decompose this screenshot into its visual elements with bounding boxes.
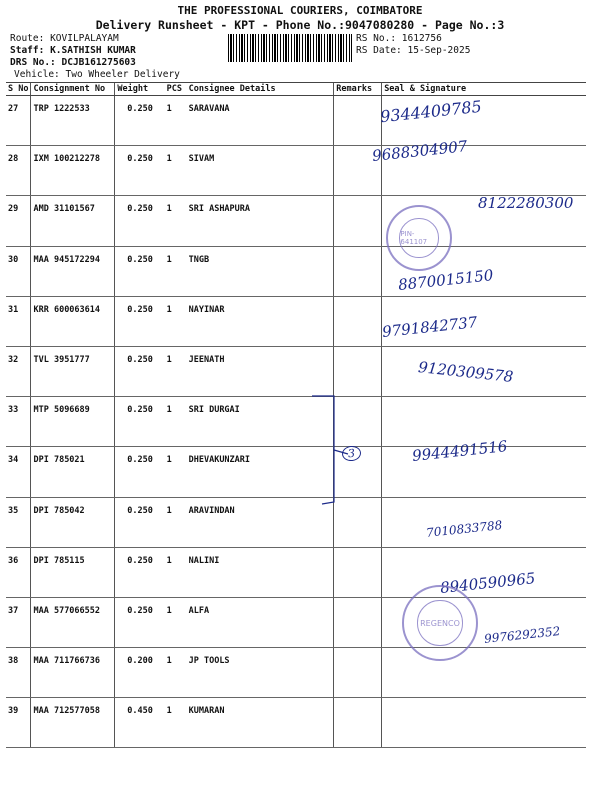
cell-sno: 29 xyxy=(6,196,31,246)
cell-pcs: 1 xyxy=(165,547,187,597)
cell-consignment: MTP 5096689 xyxy=(31,397,115,447)
table-row xyxy=(6,96,586,146)
cell-weight: 0.250 xyxy=(115,447,165,497)
cell-consignment: DPI 785021 xyxy=(31,447,115,497)
cell-remarks xyxy=(334,246,382,296)
col-sno: S No xyxy=(6,83,31,96)
cell-pcs: 1 xyxy=(165,296,187,346)
cell-consignee: SIVAM xyxy=(187,146,334,196)
signature-37: 7010833788 xyxy=(425,518,503,540)
cell-consignment: MAA 711766736 xyxy=(31,648,115,698)
cell-sno: 31 xyxy=(6,296,31,346)
cell-consignment: TRP 1222533 xyxy=(31,96,115,146)
cell-pcs: 1 xyxy=(165,497,187,547)
cell-weight: 0.250 xyxy=(115,597,165,647)
runsheet-table xyxy=(6,82,586,748)
staff-line: Staff: K.SATHISH KUMAR xyxy=(10,45,136,56)
cell-consignment: TVL 3951777 xyxy=(31,346,115,396)
seal-stamp-30: PIN-641107 xyxy=(386,205,452,271)
cell-sno: 30 xyxy=(6,246,31,296)
cell-sno: 38 xyxy=(6,648,31,698)
cell-weight: 0.250 xyxy=(115,346,165,396)
cell-sno: 33 xyxy=(6,397,31,447)
cell-consignment: MAA 577066552 xyxy=(31,597,115,647)
cell-consignee: SARAVANA xyxy=(187,96,334,146)
cell-consignment: IXM 100212278 xyxy=(31,146,115,196)
cell-consignee: SRI ASHAPURA xyxy=(187,196,334,246)
cell-weight: 0.250 xyxy=(115,96,165,146)
cell-sno: 39 xyxy=(6,698,31,748)
cell-weight: 0.250 xyxy=(115,547,165,597)
drs-line: DRS No.: DCJB161275603 xyxy=(10,57,136,68)
cell-pcs: 1 xyxy=(165,346,187,396)
seal-stamp-39: REGENCO xyxy=(402,585,478,661)
cell-consignee: JP TOOLS xyxy=(187,648,334,698)
cell-pcs: 1 xyxy=(165,146,187,196)
cell-sno: 28 xyxy=(6,146,31,196)
route-value: KOVILPALAYAM xyxy=(50,33,119,44)
cell-pcs: 1 xyxy=(165,246,187,296)
cell-consignee: ARAVINDAN xyxy=(187,497,334,547)
cell-consignment: MAA 712577058 xyxy=(31,698,115,748)
col-consignee: Consignee Details xyxy=(187,83,334,96)
cell-consignment: AMD 31101567 xyxy=(31,196,115,246)
vehicle-line: Vehicle: Two Wheeler Delivery xyxy=(14,69,180,80)
cell-pcs: 1 xyxy=(165,196,187,246)
signature-38: 8940590965 xyxy=(439,569,537,597)
cell-sno: 34 xyxy=(6,447,31,497)
rs-number-value: 1612756 xyxy=(401,33,442,44)
signature-35: 9944491516 xyxy=(411,437,509,465)
annotation-bracket xyxy=(300,390,370,510)
cell-consignee: NALINI xyxy=(187,547,334,597)
col-remarks: Remarks xyxy=(334,83,382,96)
cell-weight: 0.250 xyxy=(115,246,165,296)
barcode xyxy=(228,34,352,62)
cell-sno: 27 xyxy=(6,96,31,146)
cell-remarks xyxy=(334,96,382,146)
company-title: THE PROFESSIONAL COURIERS, COIMBATORE xyxy=(177,4,423,17)
cell-consignee: SRI DURGAI xyxy=(187,397,334,447)
cell-seal-signature xyxy=(382,648,586,698)
table-row xyxy=(6,698,586,748)
runsheet-subtitle: Delivery Runsheet - KPT - Phone No.:9047080280 - Page No.:3 xyxy=(95,18,505,32)
cell-consignee: JEENATH xyxy=(187,346,334,396)
cell-consignee: DHEVAKUNZARI xyxy=(187,447,334,497)
cell-weight: 0.250 xyxy=(115,497,165,547)
vehicle-value: Two Wheeler Delivery xyxy=(65,69,180,80)
cell-sno: 36 xyxy=(6,547,31,597)
table-row xyxy=(6,146,586,196)
col-seal-signature: Seal & Signature xyxy=(382,83,586,96)
table-header-row xyxy=(6,83,586,96)
route-line: Route: KOVILPALAYAM xyxy=(10,33,119,44)
cell-remarks xyxy=(334,547,382,597)
signature-32: 9791842737 xyxy=(381,313,479,341)
cell-weight: 0.200 xyxy=(115,648,165,698)
cell-consignee: ALFA xyxy=(187,597,334,647)
cell-weight: 0.250 xyxy=(115,296,165,346)
rs-number-line: RS No.: 1612756 xyxy=(356,33,442,44)
cell-sno: 37 xyxy=(6,597,31,647)
rs-date-value: 15-Sep-2025 xyxy=(407,45,471,56)
cell-consignee: KUMARAN xyxy=(187,698,334,748)
cell-pcs: 1 xyxy=(165,447,187,497)
cell-remarks xyxy=(334,296,382,346)
cell-consignee: TNGB xyxy=(187,246,334,296)
signature-39: 9976292352 xyxy=(483,624,561,646)
cell-sno: 35 xyxy=(6,497,31,547)
rs-date-line: RS Date: 15-Sep-2025 xyxy=(356,45,471,56)
cell-consignment: DPI 785042 xyxy=(31,497,115,547)
table-row xyxy=(6,246,586,296)
cell-weight: 0.450 xyxy=(115,698,165,748)
col-pcs: PCS xyxy=(165,83,187,96)
cell-pcs: 1 xyxy=(165,698,187,748)
col-consignment: Consignment No xyxy=(31,83,115,96)
cell-consignment: KRR 600063614 xyxy=(31,296,115,346)
cell-pcs: 1 xyxy=(165,597,187,647)
cell-weight: 0.250 xyxy=(115,146,165,196)
cell-weight: 0.250 xyxy=(115,196,165,246)
signature-28: 9688304907 xyxy=(371,137,469,165)
cell-remarks xyxy=(334,648,382,698)
mark-35: 3 xyxy=(341,445,361,462)
table-row xyxy=(6,296,586,346)
cell-sno: 32 xyxy=(6,346,31,396)
signature-33: 9120309578 xyxy=(417,358,515,386)
signature-27: 9344409785 xyxy=(379,96,483,127)
signature-29: 8122280300 xyxy=(478,194,574,212)
drs-value: DCJB161275603 xyxy=(61,57,136,68)
table-row xyxy=(6,648,586,698)
cell-remarks xyxy=(334,597,382,647)
cell-consignment: MAA 945172294 xyxy=(31,246,115,296)
col-weight: Weight xyxy=(115,83,165,96)
cell-pcs: 1 xyxy=(165,648,187,698)
cell-consignment: DPI 785115 xyxy=(31,547,115,597)
cell-consignee: NAYINAR xyxy=(187,296,334,346)
cell-weight: 0.250 xyxy=(115,397,165,447)
cell-pcs: 1 xyxy=(165,96,187,146)
cell-remarks xyxy=(334,196,382,246)
staff-value: K.SATHISH KUMAR xyxy=(50,45,136,56)
cell-seal-signature xyxy=(382,698,586,748)
cell-remarks xyxy=(334,698,382,748)
signature-31: 8870015150 xyxy=(397,266,495,294)
cell-pcs: 1 xyxy=(165,397,187,447)
